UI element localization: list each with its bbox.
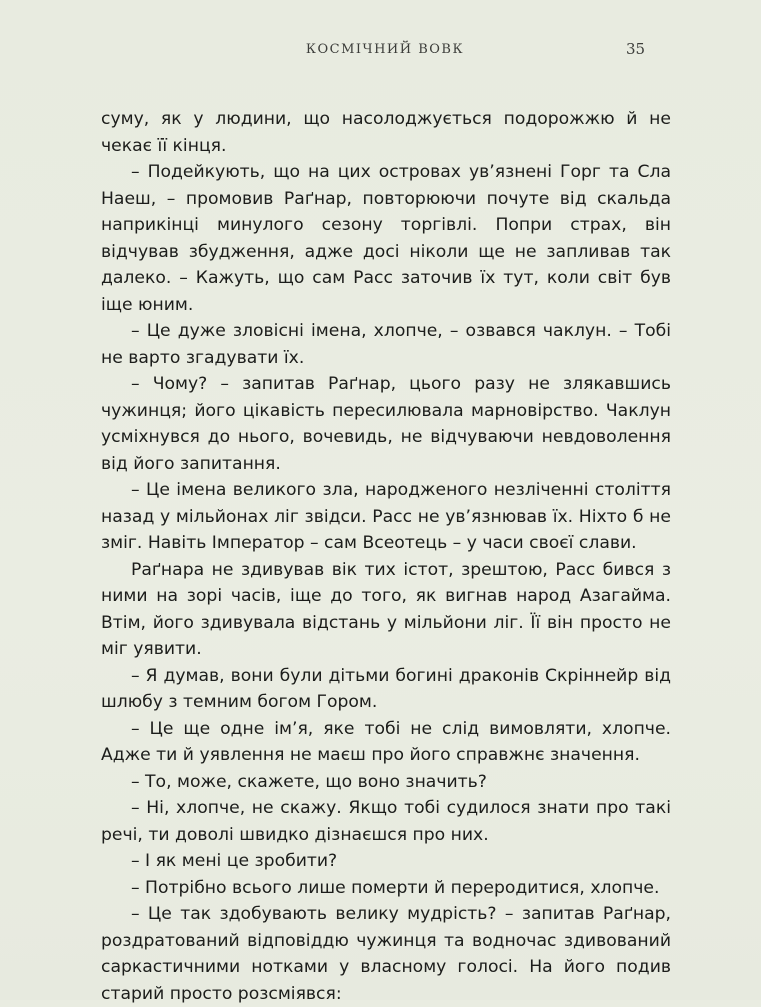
paragraph: – Потрібно всього лише померти й переродитися, хлопче. xyxy=(131,877,660,898)
paragraph: – Подейкують, що на цих островах ув’язнені Горг та Сла Наеш, – промовив Раґнар, повторюючи почуте від скальда наприкінці минулого сезону торгівлі. Попри страх, він відчував збудження, адже досі ніколи ще не запливав так далеко. – Кажуть, що сам Расс заточив їх тут, коли світ був іще юним. xyxy=(101,162,671,315)
paragraph: – Ні, хлопче, не скажу. Якщо тобі судилося знати про такі речі, ти доволі швидко дізнаєшся про них. xyxy=(101,798,671,845)
paragraph: – Я думав, вони були дітьми богині драконів Скріннейр від шлюбу з темним богом Гором. xyxy=(101,665,671,712)
paragraph: – Це імена великого зла, народженого незліченні століття назад у мільйонах ліг звідси. Расс не ув’язнював їх. Ніхто б не зміг. Навіть Імператор – сам Всеотець – у часи своєї слави. xyxy=(101,480,671,553)
paragraph: – Це так здобувають велику мудрість? – запитав Раґнар, роздратований відповіддю чужинця та водночас здивований саркастичними нотками у власному голосі. На його подив старий просто розсміявся: xyxy=(101,904,671,1004)
body-text xyxy=(101,106,671,1007)
paragraph: суму, як у людини, що насолоджується подорожжю й не чекає її кінця. xyxy=(101,109,671,156)
paragraph: – Чому? – запитав Раґнар, цього разу не злякавшись чужинця; його цікавість пересилювала марновірство. Чаклун усміхнувся до нього, вочевидь, не відчуваючи невдоволення від його запитання. xyxy=(101,374,671,474)
page-number: 35 xyxy=(626,40,646,58)
running-head: КОСМІЧНИЙ ВОВК xyxy=(305,42,465,57)
paragraph: – Це дуже зловісні імена, хлопче, – озвався чаклун. – Тобі не варто згадувати їх. xyxy=(101,321,671,368)
paragraph: – Це ще одне ім’я, яке тобі не слід вимовляти, хлопче. Адже ти й уявлення не маєш про його справжнє значення. xyxy=(101,718,671,765)
paragraph: – То, може, скажете, що воно значить? xyxy=(131,771,487,792)
paragraph: – І як мені це зробити? xyxy=(131,851,338,871)
paragraph: Раґнара не здивував вік тих істот, зрештою, Расс бився з ними на зорі часів, іще до того, як вигнав народ Азагайма. Втім, його здивувала відстань у мільйони ліг. Її він просто не міг уявити. xyxy=(101,559,671,659)
